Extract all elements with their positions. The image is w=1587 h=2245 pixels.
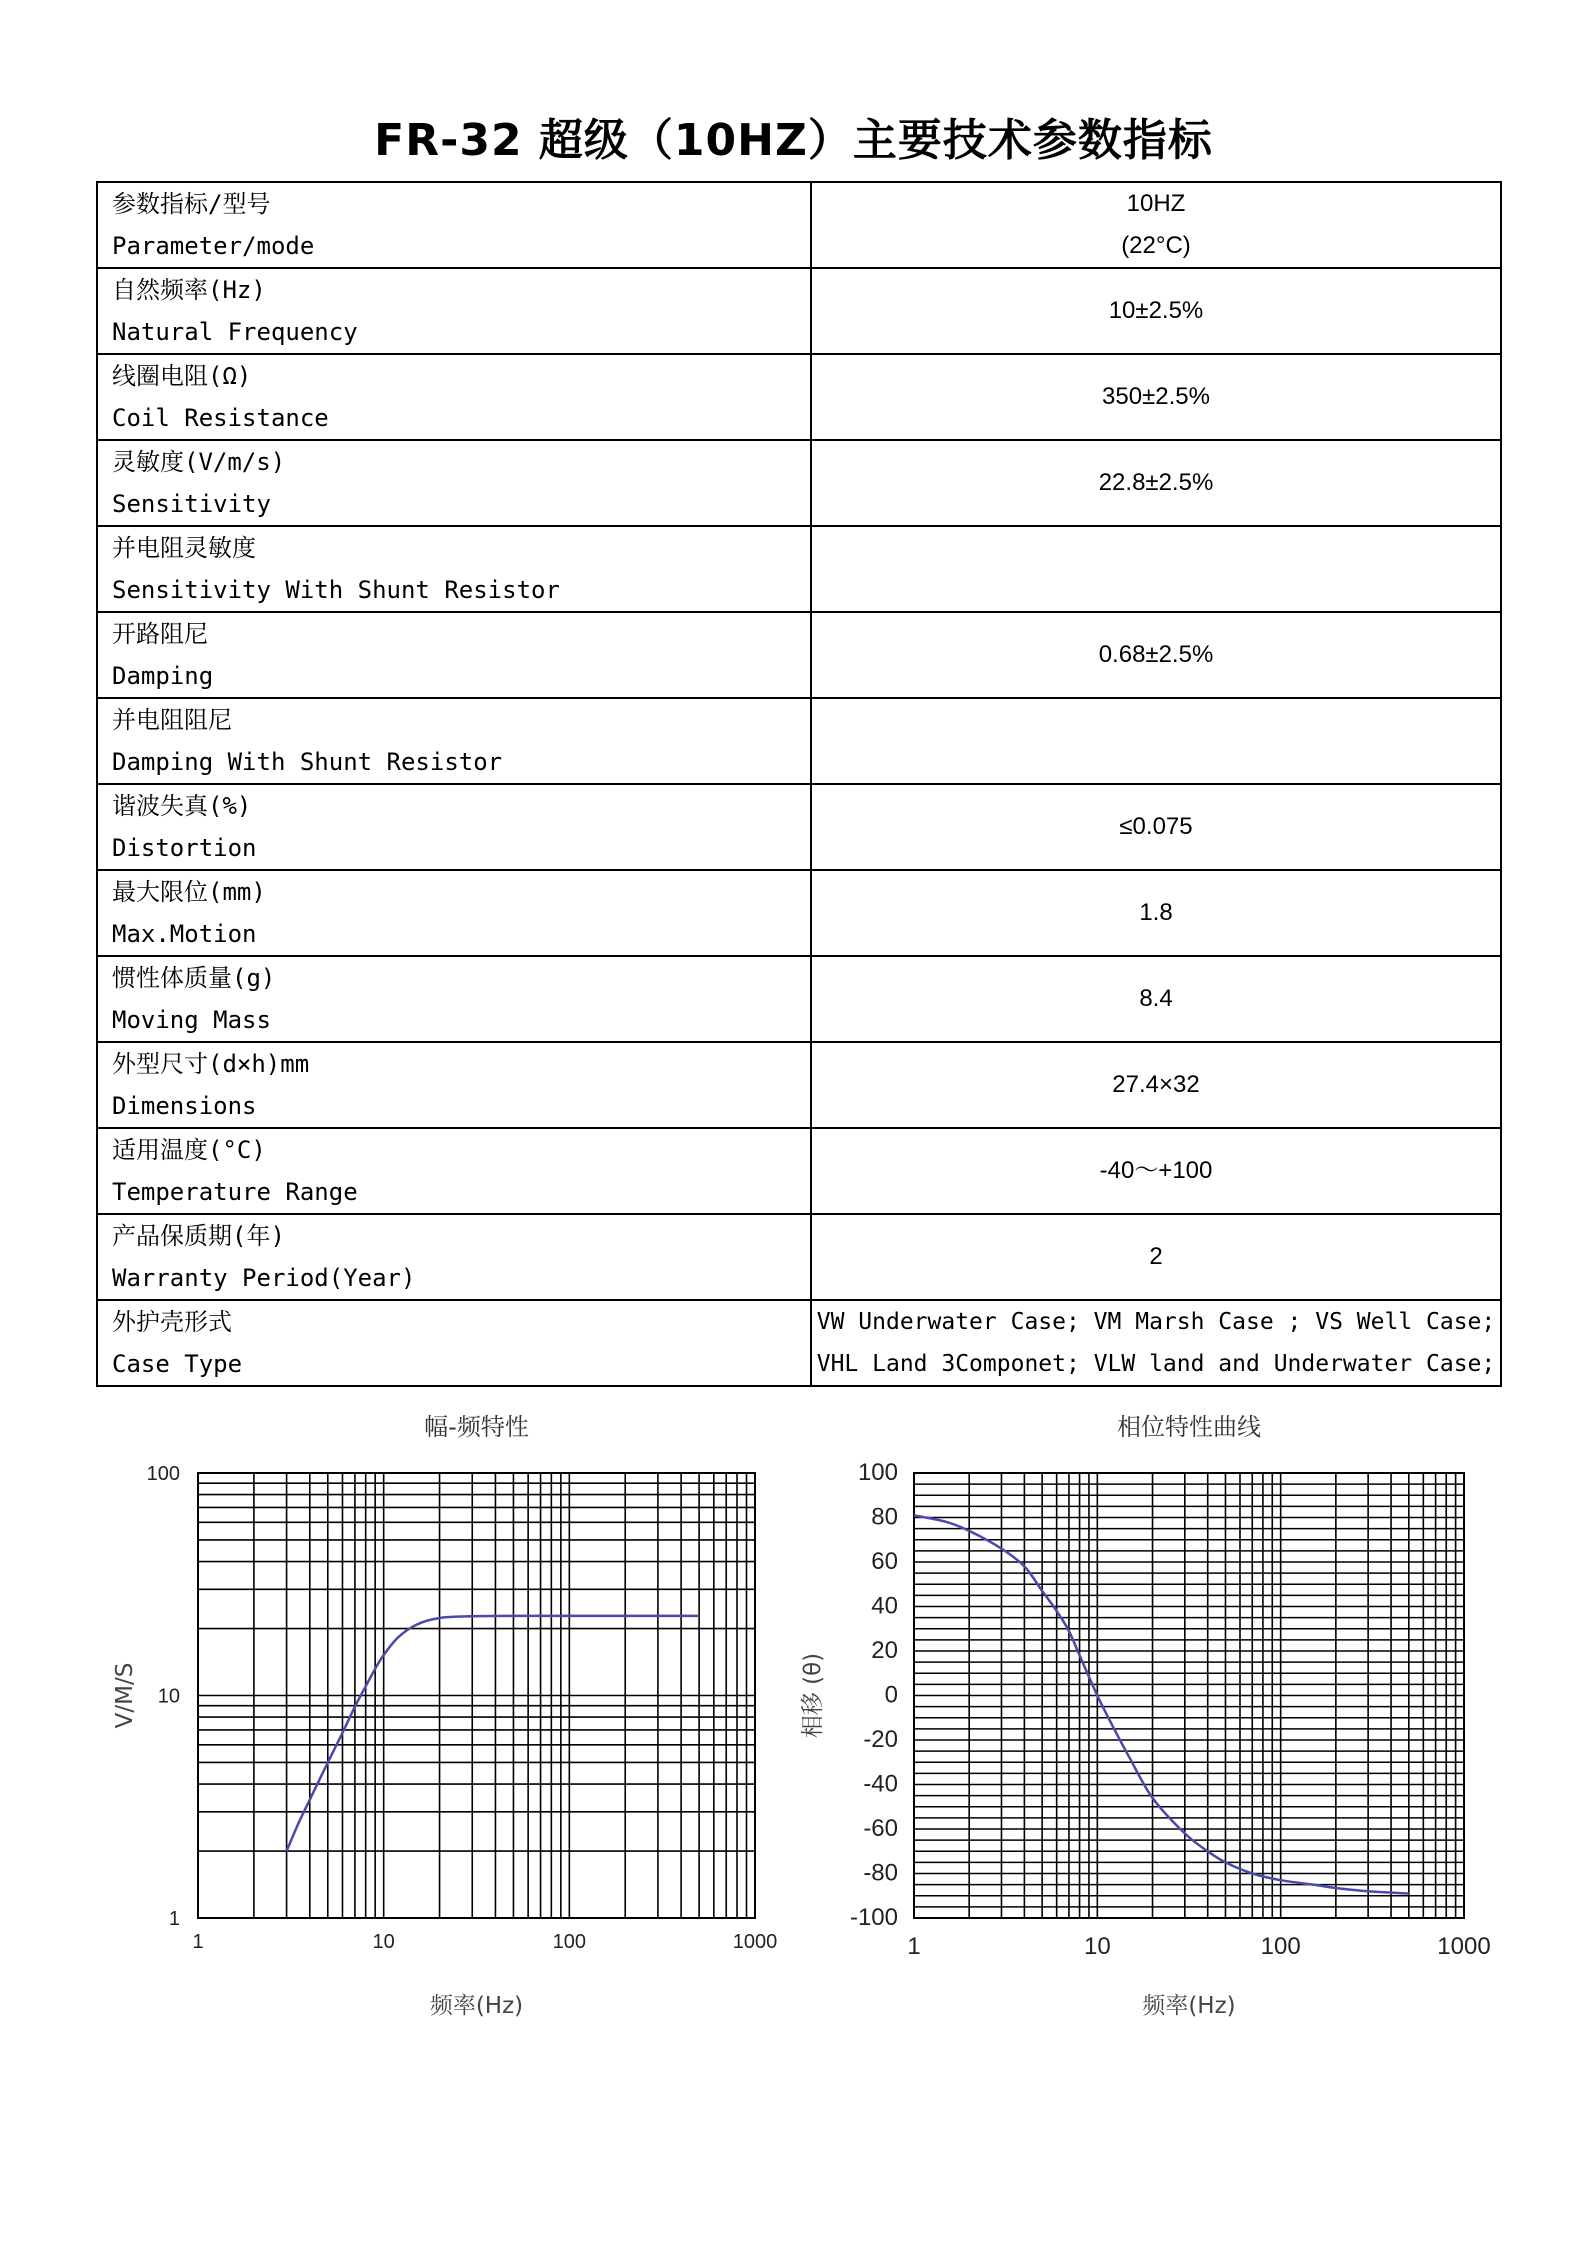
amplitude-chart-svg bbox=[110, 1400, 790, 2020]
param-name-en: Coil Resistance bbox=[112, 404, 329, 432]
x-tick-label: 100 bbox=[552, 1931, 587, 1953]
param-value: ≤0.075 bbox=[1119, 813, 1193, 840]
y-tick-label: 20 bbox=[871, 1637, 898, 1664]
y-tick-label: 60 bbox=[871, 1548, 898, 1575]
param-value: 2 bbox=[1149, 1243, 1163, 1270]
value-cell bbox=[811, 612, 1501, 698]
x-tick-label: 100 bbox=[1260, 1933, 1301, 1960]
param-cell bbox=[97, 698, 811, 784]
table-row bbox=[97, 268, 1501, 354]
param-cell bbox=[97, 1042, 811, 1128]
param-name-cn: 适用温度(°C) bbox=[112, 1136, 266, 1164]
y-tick-label: 1 bbox=[168, 1908, 180, 1930]
param-name-en: Sensitivity bbox=[112, 490, 271, 518]
param-value: 1.8 bbox=[1139, 899, 1173, 926]
y-tick-label: 80 bbox=[871, 1503, 898, 1531]
param-name-cn: 自然频率(Hz) bbox=[112, 276, 266, 304]
param-value: VHL Land 3Componet; VLW land and Underwater Case; bbox=[816, 1351, 1496, 1377]
param-name-en: Parameter/mode bbox=[112, 232, 315, 260]
y-tick-label: -20 bbox=[863, 1726, 898, 1753]
table-row bbox=[97, 182, 1501, 268]
param-cell bbox=[97, 354, 811, 440]
table-row bbox=[97, 956, 1501, 1042]
param-cell bbox=[97, 870, 811, 956]
value-cell bbox=[811, 268, 1501, 354]
param-name-en: Max.Motion bbox=[112, 920, 257, 948]
param-value: 22.8±2.5% bbox=[1098, 469, 1214, 496]
param-name-cn: 惯性体质量(g) bbox=[112, 964, 276, 992]
param-cell bbox=[97, 784, 811, 870]
series-line-amplitude bbox=[287, 1616, 699, 1851]
series-line-phase bbox=[914, 1515, 1409, 1893]
param-value: 10±2.5% bbox=[1108, 297, 1204, 324]
table-row bbox=[97, 1128, 1501, 1214]
param-name-cn: 最大限位(mm) bbox=[112, 878, 266, 906]
value-cell bbox=[811, 526, 1501, 612]
value-cell bbox=[811, 956, 1501, 1042]
param-name-en: Temperature Range bbox=[112, 1178, 358, 1206]
grid bbox=[914, 1473, 1464, 1918]
table-row bbox=[97, 1214, 1501, 1300]
param-name-cn: 并电阻阻尼 bbox=[112, 706, 232, 734]
param-name-cn: 外型尺寸(d×h)mm bbox=[112, 1050, 310, 1078]
y-tick-label: 0 bbox=[884, 1681, 898, 1709]
param-value: VW Underwater Case; VM Marsh Case ; VS Well Case; bbox=[816, 1309, 1496, 1335]
param-name-en: Case Type bbox=[112, 1350, 243, 1378]
value-cell bbox=[811, 698, 1501, 784]
x-axis-label: 频率(Hz) bbox=[429, 1993, 524, 2019]
param-name-en: Moving Mass bbox=[112, 1006, 271, 1034]
value-cell bbox=[811, 870, 1501, 956]
chart-title: 幅-频特性 bbox=[424, 1413, 529, 1441]
param-name-en: Distortion bbox=[112, 834, 257, 862]
x-tick-label: 1 bbox=[192, 1931, 204, 1953]
param-cell bbox=[97, 440, 811, 526]
param-value: 350±2.5% bbox=[1102, 383, 1210, 410]
param-name-en: Damping With Shunt Resistor bbox=[112, 748, 503, 776]
y-axis-label: V/M/S bbox=[112, 1662, 138, 1729]
phase-chart bbox=[780, 1400, 1500, 2020]
param-value: 10HZ bbox=[1126, 190, 1186, 217]
param-name-cn: 灵敏度(V/m/s) bbox=[112, 448, 286, 476]
table-row bbox=[97, 612, 1501, 698]
y-tick-label: 100 bbox=[146, 1463, 180, 1485]
param-name-cn: 线圈电阻(Ω) bbox=[112, 362, 252, 390]
param-name-cn: 外护壳形式 bbox=[112, 1308, 232, 1336]
param-name-en: Warranty Period(Year) bbox=[112, 1264, 416, 1292]
table-row bbox=[97, 440, 1501, 526]
param-cell bbox=[97, 612, 811, 698]
param-name-cn: 开路阻尼 bbox=[112, 620, 208, 648]
y-tick-label: -60 bbox=[863, 1815, 898, 1842]
chart-title: 相位特性曲线 bbox=[1117, 1413, 1261, 1441]
param-name-en: Dimensions bbox=[112, 1092, 257, 1120]
table-row bbox=[97, 1042, 1501, 1128]
param-cell bbox=[97, 1214, 811, 1300]
param-name-en: Sensitivity With Shunt Resistor bbox=[112, 576, 560, 604]
param-cell bbox=[97, 526, 811, 612]
y-tick-label: -40 bbox=[863, 1770, 898, 1798]
y-tick-label: 10 bbox=[157, 1685, 180, 1708]
param-name-en: Damping bbox=[112, 662, 214, 690]
value-cell bbox=[811, 1042, 1501, 1128]
param-name-en: Natural Frequency bbox=[112, 318, 358, 346]
y-tick-label: 40 bbox=[871, 1592, 898, 1620]
y-tick-label: -80 bbox=[863, 1859, 898, 1887]
value-cell bbox=[811, 1300, 1501, 1386]
table-row bbox=[97, 1300, 1501, 1386]
x-tick-label: 1000 bbox=[732, 1931, 778, 1953]
param-cell bbox=[97, 182, 811, 268]
table-row bbox=[97, 526, 1501, 612]
param-cell bbox=[97, 1300, 811, 1386]
table-row bbox=[97, 784, 1501, 870]
param-value: 27.4×32 bbox=[1112, 1071, 1200, 1098]
param-value: (22°C) bbox=[1121, 232, 1191, 259]
param-value: 0.68±2.5% bbox=[1098, 641, 1214, 668]
x-axis-label: 频率(Hz) bbox=[1142, 1993, 1236, 2019]
x-tick-label: 1 bbox=[907, 1933, 921, 1960]
value-cell bbox=[811, 440, 1501, 526]
param-name-cn: 参数指标/型号 bbox=[112, 190, 271, 218]
param-name-cn: 谐波失真(%) bbox=[112, 792, 252, 820]
page-title: FR-32 超级（10HZ）主要技术参数指标 bbox=[374, 115, 1213, 166]
x-tick-label: 1000 bbox=[1437, 1933, 1491, 1960]
param-name-cn: 产品保质期(年) bbox=[112, 1222, 285, 1250]
param-cell bbox=[97, 268, 811, 354]
x-tick-label: 10 bbox=[1083, 1933, 1111, 1960]
table-row bbox=[97, 870, 1501, 956]
x-tick-label: 10 bbox=[372, 1931, 395, 1953]
y-tick-label: 100 bbox=[857, 1459, 898, 1486]
phase-chart-svg bbox=[780, 1400, 1500, 2020]
value-cell bbox=[811, 1214, 1501, 1300]
param-cell bbox=[97, 1128, 811, 1214]
y-axis-label: 相移 (θ) bbox=[800, 1652, 826, 1739]
value-cell bbox=[811, 182, 1501, 268]
table-row bbox=[97, 354, 1501, 440]
amplitude-chart bbox=[110, 1400, 790, 2020]
param-value: -40～+100 bbox=[1099, 1157, 1213, 1184]
value-cell bbox=[811, 1128, 1501, 1214]
table-row bbox=[97, 698, 1501, 784]
value-cell bbox=[811, 784, 1501, 870]
value-cell bbox=[811, 354, 1501, 440]
grid bbox=[198, 1473, 755, 1918]
y-tick-label: -100 bbox=[849, 1904, 898, 1931]
param-value: 8.4 bbox=[1139, 985, 1173, 1012]
param-name-cn: 并电阻灵敏度 bbox=[112, 534, 256, 562]
spec-table bbox=[96, 181, 1502, 1387]
param-cell bbox=[97, 956, 811, 1042]
